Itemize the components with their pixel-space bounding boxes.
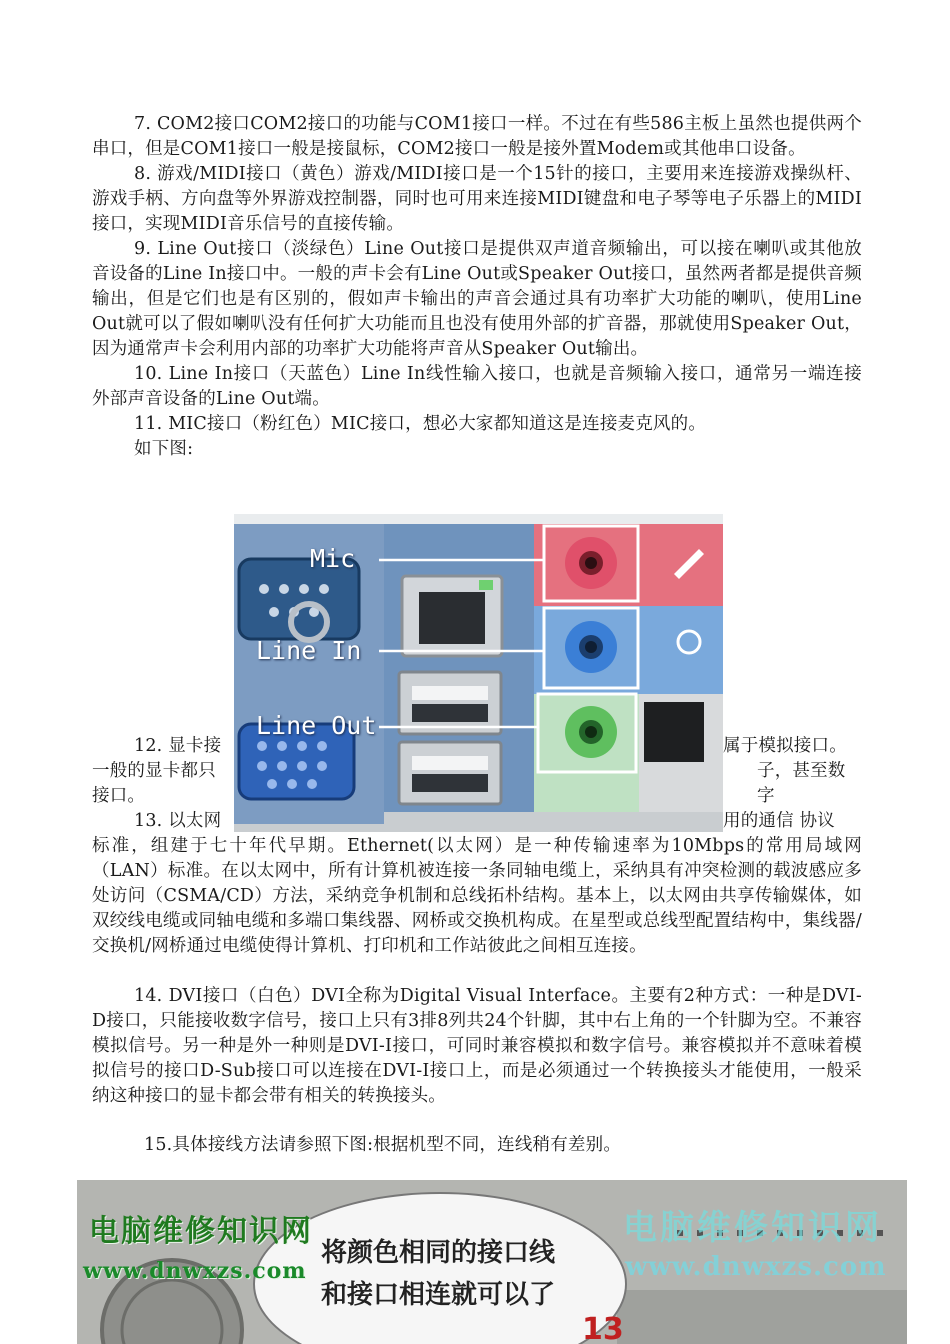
back-panel-illustration [234, 514, 723, 832]
paragraph-13-left: 13. 以太网 [134, 811, 222, 831]
figure-intro: 如下图: [134, 439, 194, 459]
paragraph-9: 9. Line Out接口（淡绿色）Line Out接口是提供双声道音频输出，可以接在喇叭或其他放音设备的Line In接口中。一般的声卡会有Line Out或Speaker Out接口，虽然两者都是提供音频输出，但是它们也是有区别的，假如声卡输出的声音会通过具有功率扩大功能的喇叭，使用Line Out就可以了假如喇叭没有任何扩大功能而且也没有使用外部的扩音器，那就使用Speaker Out，因为通常声卡会利用内部的功率扩大功能将声音从Speaker Out输出。 [92, 239, 862, 359]
paragraph-15-block [92, 1133, 862, 1158]
port-number: 13 [582, 1312, 624, 1344]
wiring-photo [77, 1180, 907, 1344]
site-brand: 电脑维修知识网 [89, 1214, 313, 1249]
mic-label: Mic [310, 544, 356, 573]
paragraph-14-block [92, 984, 862, 1109]
paragraph-10: 10. Line In接口（天蓝色）Line In线性输入接口，也就是音频输入接口，通常另一端连接外部声音设备的Line Out端。 [92, 364, 862, 409]
watermark-brand: 电脑维修知识网 [623, 1208, 882, 1248]
speech-bubble-text [273, 1232, 603, 1316]
paragraph-13-right: 用的通信 协议 [723, 811, 835, 831]
paragraph-12-line2-right: 子，甚至数字 [757, 761, 846, 806]
bubble-line-2: 和接口相连就可以了 [320, 1280, 555, 1310]
paragraph-7: 7. COM2接口COM2接口的功能与COM1接口一样。不过在有些586主板上虽然也提供两个串口，但是COM1接口一般是接鼠标，COM2接口一般是接外置Modem或其他串口设备。 [92, 114, 862, 159]
paragraph-14: 14. DVI接口（白色）DVI全称为Digital Visual Interface。主要有2种方式：一种是DVI-D接口，只能接收数字信号，接口上只有3排8列共24个针脚，其中右上角的一个针脚为空。不兼容模拟信号。另一种是外一种则是DVI-I接口，可同时兼容模拟和数字信号。兼容模拟并不意味着模拟信号的接口D-Sub接口可以连接在DVI-I接口上，而是必须通过一个转换接头才能使用，一般采纳这种接口的显卡都会带有相关的转换接头。 [92, 986, 862, 1106]
paragraphs-top [92, 112, 862, 462]
paragraph-12-right: 属于模拟接口。 [723, 736, 847, 756]
paragraph-8: 8. 游戏/MIDI接口（黄色）游戏/MIDI接口是一个15针的接口，主要用来连接游戏操纵杆、游戏手柄、方向盘等外界游戏控制器，同时也可用来连接MIDI键盘和电子琴等电子乐器上的MIDI接口，实现MIDI音乐信号的直接传输。 [92, 164, 862, 234]
paragraph-12-left: 12. 显卡接 [134, 736, 222, 756]
site-url: www.dnwxzs.com [83, 1258, 307, 1284]
paragraph-15: 15.具体接线方法请参照下图:根据机型不同，连线稍有差别。 [144, 1135, 622, 1155]
line-out-label: Line Out [256, 711, 377, 740]
watermark-url: www.dnwxzs.com [625, 1252, 887, 1282]
paragraph-13-body: 标准，组建于七十年代早期。Ethernet(以太网）是一种传输速率为10Mbps的常用局域网（LAN）标准。在以太网中，所有计算机被连接一条同轴电缆上，采纳具有冲突检测的载波感应多处访问（CSMA/CD）方法，采纳竞争机制和总线拓朴结构。基本上，以太网由共享传输媒体，如双绞线电缆或同轴电缆和多端口集线器、网桥或交换机构成。在星型或总线型配置结构中，集线器/交换机/网桥通过电缆使得计算机、打印机和工作站彼此之间相互连接。 [92, 836, 862, 956]
paragraph-12-line3: 接口。 [92, 786, 146, 806]
paragraph-12-line2-left: 一般的显卡都只 [92, 761, 216, 781]
line-in-label: Line In [256, 636, 362, 665]
bubble-line-1: 将颜色相同的接口线 [320, 1238, 555, 1268]
back-panel-photo [234, 514, 723, 832]
paragraph-11: 11. MIC接口（粉红色）MIC接口，想必大家都知道这是连接麦克风的。 [134, 414, 707, 434]
